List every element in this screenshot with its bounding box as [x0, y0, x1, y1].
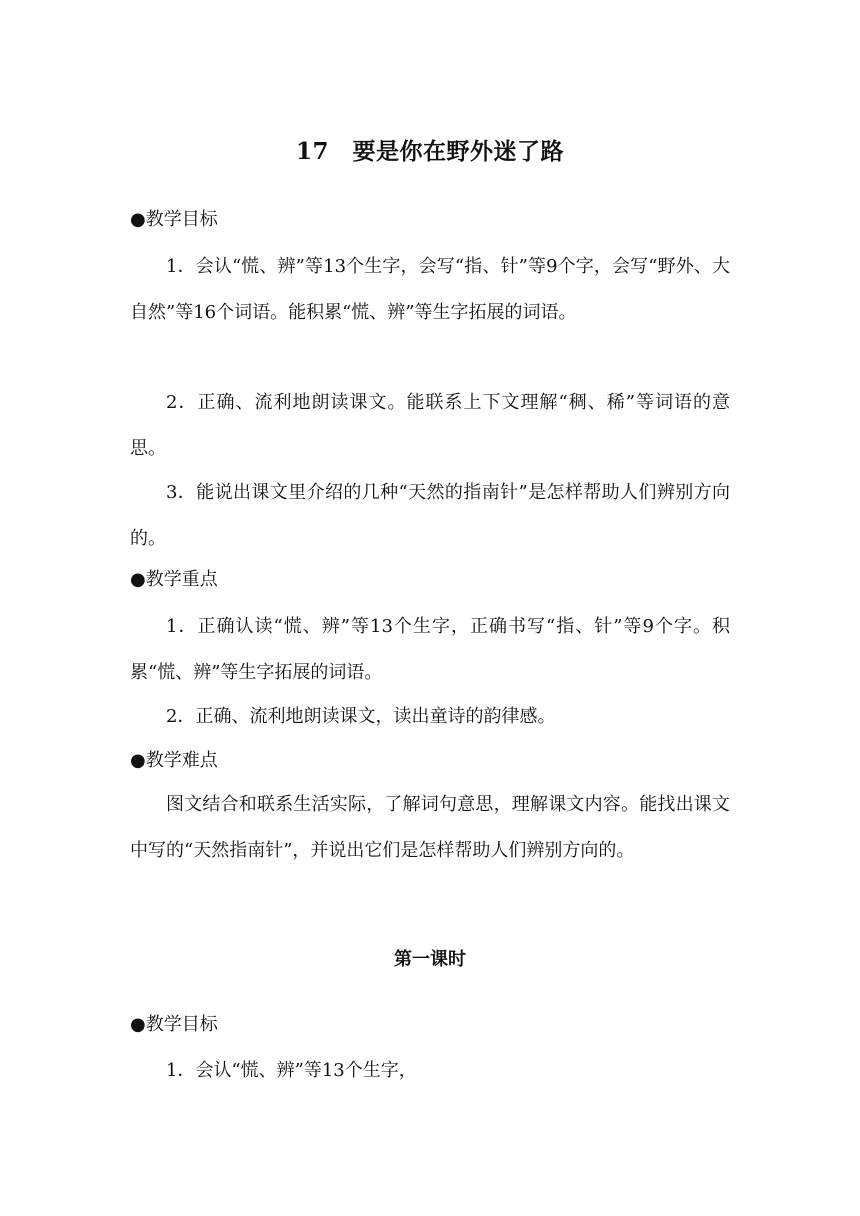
document-page — [130, 0, 730, 1216]
difficulty-paragraph-1: 图文结合和联系生活实际，了解词句意思，理解课文内容。能找出课文中写的“天然指南针”，并说出它们是怎样帮助人们辨别方向的。 — [130, 794, 730, 861]
goal-paragraph-3: 3．能说出课文里介绍的几种“天然的指南针”是怎样帮助人们辨别方向的。 — [130, 482, 730, 549]
key-point-paragraph-1: 1．正确认读“慌、辨”等13个生字，正确书写“指、针”等9个字。积累“慌、辨”等生字拓展的词语。 — [130, 616, 730, 683]
lesson-heading: 第一课时 — [394, 949, 466, 970]
section-heading-teaching-goals: ●教学目标 — [130, 209, 218, 230]
section-heading-difficulties: ●教学难点 — [130, 750, 218, 771]
goal-paragraph-2: 2．正确、流利地朗读课文。能联系上下文理解“稠、稀”等词语的意思。 — [130, 392, 730, 459]
goal-paragraph-1: 1．会认“慌、辨”等13个生字，会写“指、针”等9个字，会写“野外、大自然”等16个词语。能积累“慌、辨”等生字拓展的词语。 — [130, 256, 730, 323]
key-point-paragraph-2: 2．正确、流利地朗读课文，读出童诗的韵律感。 — [166, 706, 556, 727]
lesson-section-heading: ●教学目标 — [130, 1014, 218, 1035]
lesson-goal-paragraph-1: 1．会认“慌、辨”等13个生字， — [166, 1060, 417, 1081]
section-heading-key-points: ●教学重点 — [130, 569, 218, 590]
document-title: 17 要是你在野外迷了路 — [295, 138, 564, 165]
